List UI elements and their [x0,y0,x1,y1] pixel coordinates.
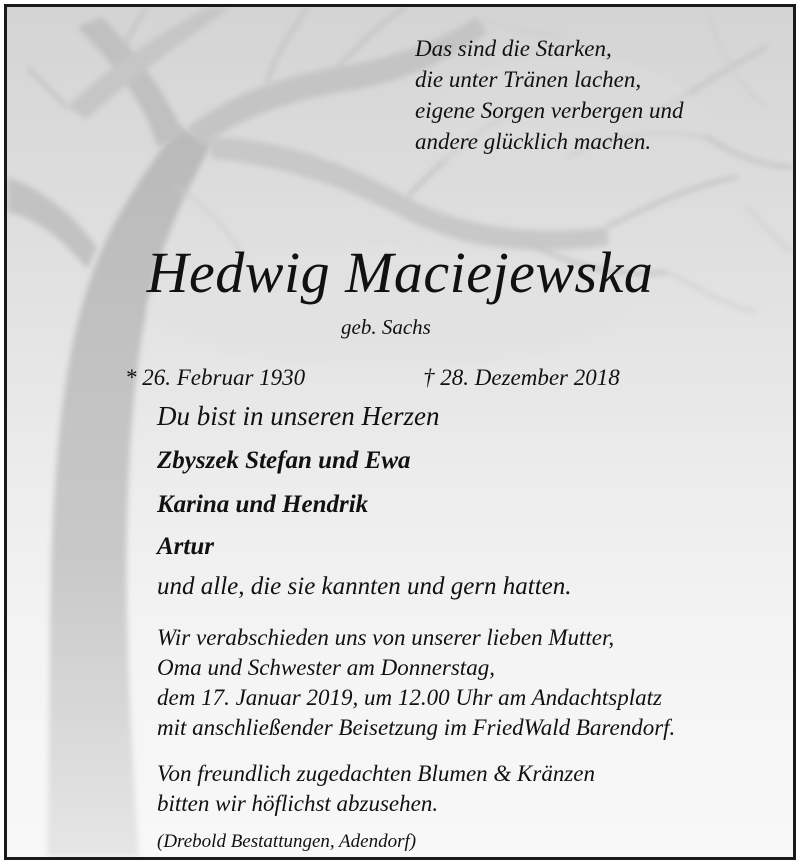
ceremony-line: dem 17. Januar 2019, um 12.00 Uhr am Andachtsplatz [157,685,662,710]
family-member: Zbyszek Stefan und Ewa [157,447,411,474]
family-member: Karina und Hendrik [157,491,369,518]
obituary-notice [4,4,796,860]
undertaker-credit: (Drebold Bestattungen, Adendorf) [157,831,417,852]
ceremony-line: Wir verabschieden uns von unserer lieben Mutter, [157,625,615,650]
flowers-line: Von freundlich zugedachten Blumen & Kränzen [157,761,595,786]
ceremony-line: Oma und Schwester am Donnerstag, [157,655,495,680]
death-date: † 28. Dezember 2018 [423,365,620,390]
poem-line: die unter Tränen lachen, [415,67,642,92]
family-member: Artur [157,533,214,560]
ceremony-paragraph [157,623,675,743]
flowers-line: bitten wir höflichst abzusehen. [157,791,439,816]
poem-line: Das sind die Starken, [415,36,612,61]
poem-line: eigene Sorgen verbergen und [415,98,684,123]
maiden-name: geb. Sachs [341,315,431,339]
others-line: und alle, die sie kannten und gern hatten. [157,573,572,600]
birth-date: * 26. Februar 1930 [125,365,306,390]
ceremony-line: mit anschließender Beisetzung im FriedWald Barendorf. [157,715,676,740]
deceased-name: Hedwig Maciejewska [146,240,654,305]
flowers-paragraph [157,759,595,819]
memorial-message: Du bist in unseren Herzen [157,401,440,431]
poem-line: andere glücklich machen. [415,129,652,154]
poem [415,33,683,157]
